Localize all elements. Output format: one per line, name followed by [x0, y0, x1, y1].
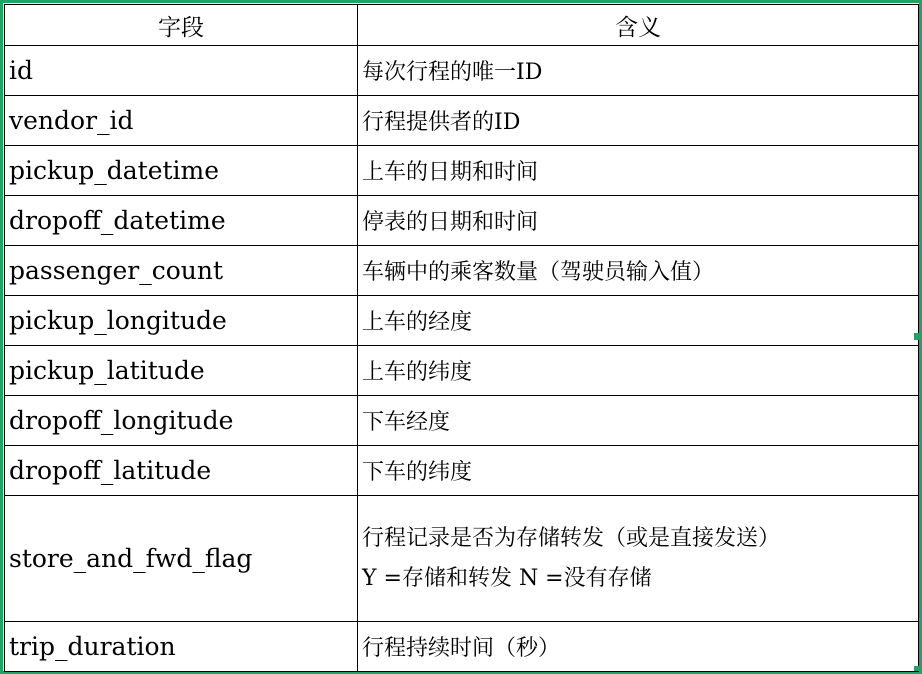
- field-cell: passenger_count: [5, 246, 358, 296]
- meaning-cell: 车辆中的乘客数量（驾驶员输入值）: [358, 246, 919, 296]
- table-row: [5, 296, 919, 346]
- field-cell: id: [5, 46, 358, 96]
- field-cell: store_and_fwd_flag: [5, 496, 358, 622]
- meaning-cell: 行程持续时间（秒）: [358, 622, 919, 672]
- table-row: [5, 622, 919, 672]
- meaning-cell: 下车的纬度: [358, 446, 919, 496]
- header-row: [5, 5, 919, 46]
- meaning-line: 行程记录是否为存储转发（或是直接发送）: [362, 525, 781, 551]
- field-definition-table: [4, 4, 919, 672]
- field-cell: pickup_datetime: [5, 146, 358, 196]
- table-row: [5, 196, 919, 246]
- field-cell: vendor_id: [5, 96, 358, 146]
- meaning-cell: 停表的日期和时间: [358, 196, 919, 246]
- table-row: [5, 446, 919, 496]
- meaning-cell: [358, 496, 919, 622]
- field-cell: pickup_latitude: [5, 346, 358, 396]
- meaning-cell: 下车经度: [358, 396, 919, 446]
- resize-handle-corner[interactable]: [914, 666, 919, 671]
- resize-handle-right[interactable]: [914, 333, 919, 340]
- meaning-cell: 上车的纬度: [358, 346, 919, 396]
- table-row: [5, 96, 919, 146]
- field-cell: dropoff_longitude: [5, 396, 358, 446]
- header-field: 字段: [5, 5, 358, 46]
- field-cell: pickup_longitude: [5, 296, 358, 346]
- meaning-cell: 上车的日期和时间: [358, 146, 919, 196]
- field-cell: trip_duration: [5, 622, 358, 672]
- header-meaning: 含义: [358, 5, 919, 46]
- table-row: [5, 396, 919, 446]
- meaning-line: Y =存储和转发 N =没有存储: [362, 565, 652, 591]
- meaning-cell: 上车的经度: [358, 296, 919, 346]
- field-cell: dropoff_latitude: [5, 446, 358, 496]
- field-cell: dropoff_datetime: [5, 196, 358, 246]
- meaning-cell: 行程提供者的ID: [358, 96, 919, 146]
- table-row: [5, 146, 919, 196]
- table-row: [5, 496, 919, 622]
- table-row: [5, 46, 919, 96]
- meaning-cell: 每次行程的唯一ID: [358, 46, 919, 96]
- table-row: [5, 246, 919, 296]
- table-row: [5, 346, 919, 396]
